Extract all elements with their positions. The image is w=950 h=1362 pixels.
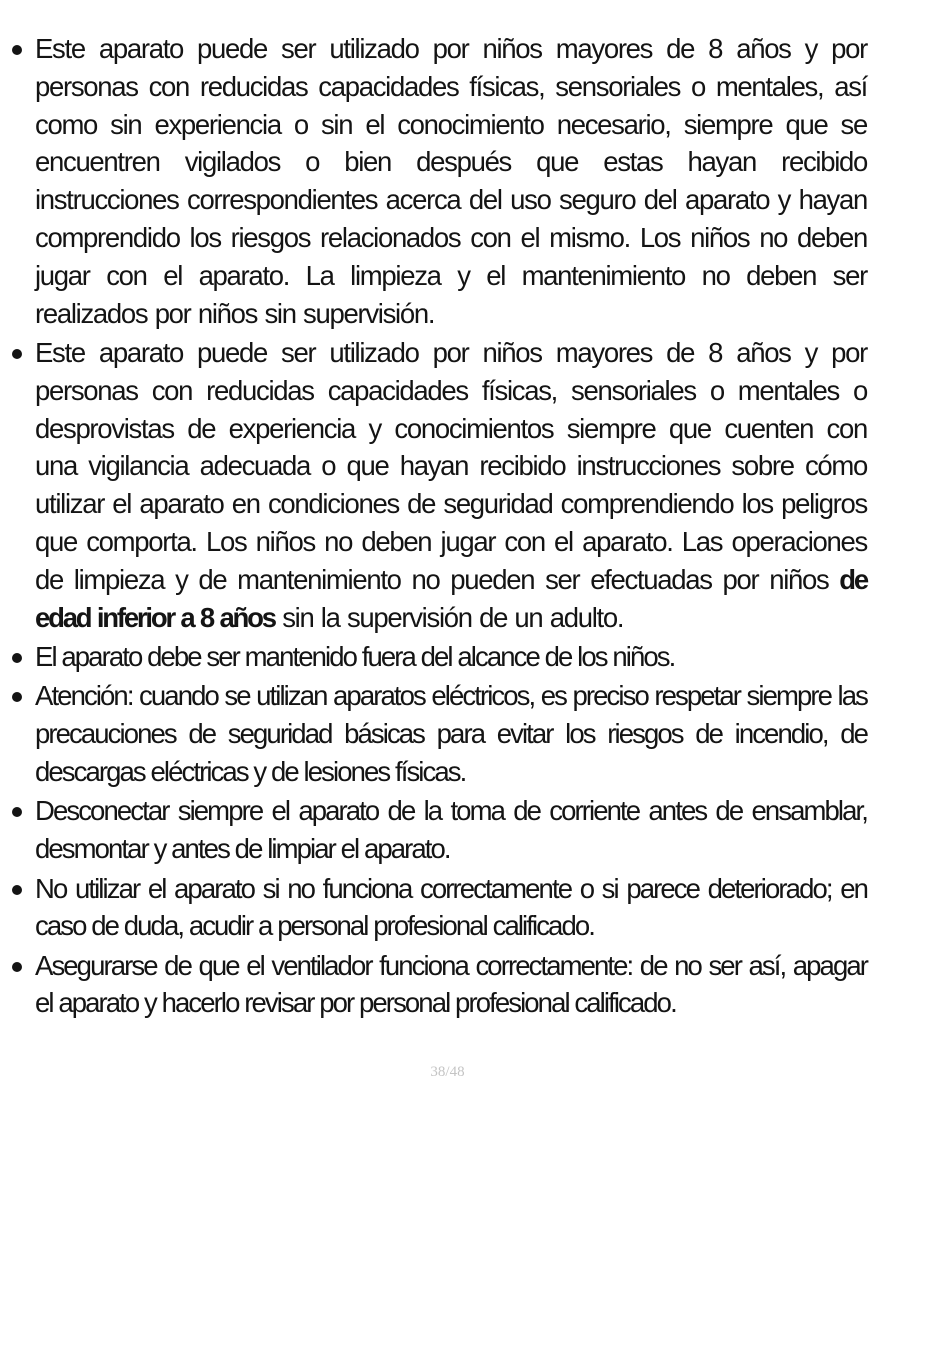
bullet-text-emphasis: de edad inferior a 8 años [35,563,867,633]
list-item [12,792,867,868]
list-item [12,334,867,636]
bullet-icon [12,885,22,895]
bullet-icon [12,807,22,817]
bullet-text: Asegurarse de que el ventilador funciona correctamente: de no ser así, apagar el aparato y hacerlo revisar por personal profesional calificado. [35,949,867,1019]
bullet-text: Atención: cuando se utilizan aparatos eléctricos, es preciso respetar siempre las precauciones de seguridad básicas para evitar los riesgos de incendio, de descargas eléctricas y de lesiones físicas. [35,680,867,787]
list-item [12,947,867,1023]
bullet-text-start: Este aparato puede ser utilizado por niños mayores de 8 años y por personas con reducidas capacidades físicas, sensoriales o mentales o desprovistas de experiencia y conocimientos siempre que cuenten con una vigilancia adecuada o que hayan recibido instrucciones sobre cómo utilizar el aparato en condiciones de seguridad comprendiendo los peligros que comporta. Los niños no deben jugar con el aparato. Las operaciones de limpieza y de mantenimiento no pueden ser efectuadas por niños [35,336,867,595]
bullet-text: Desconectar siempre el aparato de la toma de corriente antes de ensamblar, desmontar y antes de limpiar el aparato. [35,795,867,865]
safety-instructions-list [12,30,867,1024]
page-number: 38/48 [430,1064,465,1080]
bullet-icon [12,653,22,663]
bullet-text: Este aparato puede ser utilizado por niños mayores de 8 años y por personas con reducidas capacidades físicas, sensoriales o mentales, así como sin experiencia o sin el conocimiento necesario, siempre que se encuentren vigilados o bien después que estas hayan recibido instrucciones correspondientes acerca del uso seguro del aparato y hayan comprendido los riesgos relacionados con el mismo. Los niños no deben jugar con el aparato. La limpieza y el mantenimiento no deben ser realizados por niños sin supervisión. [35,33,867,329]
list-item [12,677,867,790]
bullet-text-end: sin la supervisión de un adulto. [274,601,624,633]
list-item [12,638,867,676]
bullet-icon [12,349,22,359]
bullet-icon [12,45,22,55]
list-item [12,870,867,946]
bullet-icon [12,962,22,972]
bullet-text: El aparato debe ser mantenido fuera del alcance de los niños. [35,640,675,672]
bullet-icon [12,692,22,702]
bullet-text: No utilizar el aparato si no funciona correctamente o si parece deteriorado; en caso de duda, acudir a personal profesional calificado. [35,872,867,942]
bullet-text [35,337,867,633]
list-item [12,30,867,332]
